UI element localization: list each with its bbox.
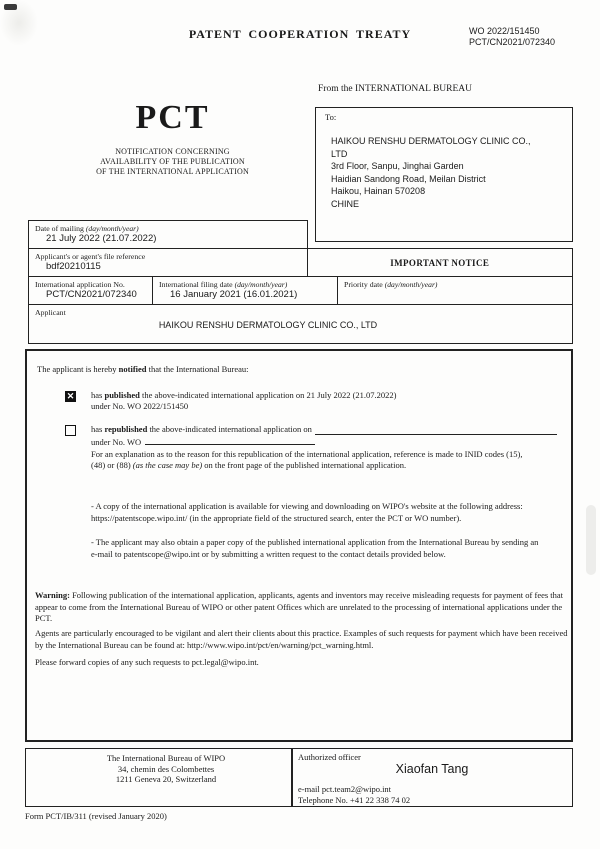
file-reference-label: Applicant's or agent's file reference [35,252,146,261]
application-number-label: International application No. [35,280,125,289]
published-wo-number-line: under No. WO 2022/151450 [91,401,189,411]
applicant-value: HAIKOU RENSHU DERMATOLOGY CLINIC CO., LTD [158,319,378,330]
publication-numbers [469,26,555,48]
bureau-line: 1211 Geneva 20, Switzerland [115,774,217,784]
date-of-mailing-value: 21 July 2022 (21.07.2022) [46,233,157,244]
filing-date-cell: International filing date (day/month/year) 16 January 2021 (16.01.2021) [152,276,339,305]
filing-date-label: International filing date [159,280,235,289]
authorized-officer-label: Authorized officer [298,752,361,762]
notification-subtitle: NOTIFICATION CONCERNING AVAILABILITY OF THE PUBLICATION OF THE INTERNATIONAL APPLICATION [96,147,249,176]
address-line: Haikou, Hainan 570208 [331,186,426,196]
important-notice-text: IMPORTANT NOTICE [390,257,490,268]
republished-checkbox-unchecked [65,425,76,436]
priority-date-cell: Priority date (day/month/year) [337,276,573,305]
bureau-line: 34, chemin des Colombettes [117,763,215,774]
republished-statement: has republished the above-indicated international application on under No. WO For an explanation as to the reason for this republication of the international application, reference is made to INID codes (15), (48) or (88) (as the case may be) on the front page of the published international application. [91,424,557,472]
warning-paragraph: Warning: Following publication of the international application, applicants, agents and inventors may receive misleading requests for payment of fees that appear to come from the International Bureau of WIPO or other patent Offices which are unrelated to the processing of international applications under the PCT. [35,590,564,623]
priority-date-label: Priority date [344,280,385,289]
date-of-mailing-label: Date of mailing [35,224,86,233]
officer-email: e-mail pct.team2@wipo.int [298,784,392,794]
published-checkbox-checked [65,391,76,402]
address-line: 3rd Floor, Sanpu, Jinghai Garden [331,161,464,171]
scan-mark [4,4,17,10]
authorized-officer-name: Xiaofan Tang [395,762,469,776]
forward-requests-paragraph: Please forward copies of any such requests to pct.legal@wipo.int. [35,657,259,667]
file-reference-cell [28,248,308,278]
document-title: PATENT COOPERATION TREATY [188,27,412,41]
pct-number: PCT/CN2021/072340 [469,37,556,47]
republished-wo-blank [145,435,315,445]
applicant-cell [28,304,573,345]
intro-paragraph: The applicant is hereby notified that the International Bureau: [37,364,249,374]
paper-copy-paragraph: - The applicant may also obtain a paper copy of the published international application from the International Bureau by sending an e-mail to patentscope@wipo.int or by submitting a written request to the contact details provided below. [91,537,539,559]
published-statement: has published the above-indicated international application on 21 July 2022 (21.07.2022) under No. WO 2022/151450 [91,390,571,413]
scan-edge-smudge [586,505,596,575]
bureau-address [66,753,266,785]
application-number-value: PCT/CN2021/072340 [46,289,137,300]
application-number-cell [28,276,154,305]
from-international-bureau: From the INTERNATIONAL BUREAU [318,84,473,94]
address-line: Haidian Sandong Road, Meilan District [331,173,486,184]
notification-body-box [25,349,573,742]
important-notice-cell [307,248,574,278]
form-number: Form PCT/IB/311 (revised January 2020) [25,811,167,821]
wo-number: WO 2022/151450 [469,26,540,36]
republication-explanation: For an explanation as to the reason for this republication of the international application, reference is made to INID codes (15), [91,448,523,459]
pct-acronym: PCT [135,99,210,136]
file-reference-value: bdf20210115 [46,261,101,272]
filing-date-value: 16 January 2021 (16.01.2021) [170,289,298,300]
recipient-address [331,135,572,210]
officer-telephone: Telephone No. +41 22 338 74 02 [298,795,411,805]
bureau-line: The International Bureau of WIPO [106,753,226,763]
recipient-address-box [315,107,573,242]
date-of-mailing-cell: Date of mailing (day/month/year) 21 July 2022 (21.07.2022) [28,220,308,250]
footer-divider [291,749,293,806]
checkmark-x-icon: ✕ [66,391,75,401]
address-line: LTD [331,148,348,159]
address-line: CHINE [331,198,360,209]
republished-date-blank [315,425,557,435]
applicant-label: Applicant [35,307,66,317]
agents-paragraph: Agents are particularly encouraged to be vigilant and alert their clients about this practice. Examples of such requests for payment which have been received by the International Bureau can be found at: http://www.wipo.int/pct/en/warning/pct_warning.html. [35,628,568,650]
copy-availability-paragraph: - A copy of the international application is available for viewing and downloading on WIPO's website at the following address: https://patentscope.wipo.int/ (in the appropriate field of the structured search, enter the PCT or WO number). [91,501,523,523]
address-line: HAIKOU RENSHU DERMATOLOGY CLINIC CO., [331,136,531,146]
contact-footer-box [25,748,573,807]
to-label: To: [325,112,337,122]
